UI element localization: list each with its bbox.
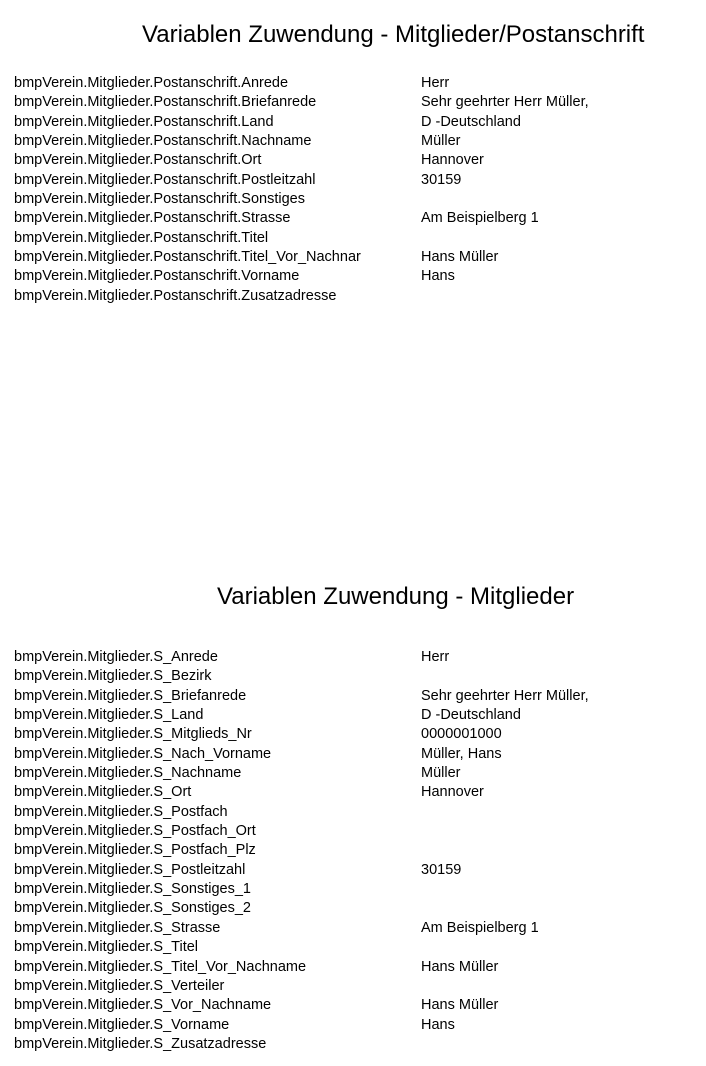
variable-value: Müller, Hans xyxy=(421,745,502,762)
variable-row xyxy=(14,938,694,957)
variable-name: bmpVerein.Mitglieder.Postanschrift.Strasse xyxy=(14,210,291,227)
variable-name: bmpVerein.Mitglieder.Postanschrift.Postleitzahl xyxy=(14,171,316,188)
variable-value: Sehr geehrter Herr Müller, xyxy=(421,687,589,704)
variable-value: Herr xyxy=(421,75,450,91)
variable-row xyxy=(14,190,694,209)
variable-value: D -Deutschland xyxy=(421,113,521,130)
variable-row xyxy=(14,93,694,112)
variable-name: bmpVerein.Mitglieder.S_Zusatzadresse xyxy=(14,1035,267,1052)
variable-value: Hans xyxy=(421,268,455,285)
variable-name: bmpVerein.Mitglieder.S_Titel_Vor_Nachname xyxy=(14,958,307,975)
variable-name: bmpVerein.Mitglieder.S_Postleitzahl xyxy=(14,861,246,878)
mitglieder-title: Variablen Zuwendung - Mitglieder xyxy=(217,583,575,610)
variable-name: bmpVerein.Mitglieder.S_Nach_Vorname xyxy=(14,745,272,762)
variable-name: bmpVerein.Mitglieder.S_Nachname xyxy=(14,765,242,782)
variable-value: Sehr geehrter Herr Müller, xyxy=(421,94,589,111)
variable-row xyxy=(14,113,694,132)
variable-row xyxy=(14,725,694,744)
variable-value: Hans Müller xyxy=(421,997,499,1014)
variable-value: Herr xyxy=(421,649,450,665)
variable-row xyxy=(14,958,694,977)
variable-row xyxy=(14,1035,694,1054)
variable-row xyxy=(14,132,694,151)
variable-row xyxy=(14,171,694,190)
variable-name: bmpVerein.Mitglieder.Postanschrift.Anrede xyxy=(14,75,289,91)
variable-name: bmpVerein.Mitglieder.Postanschrift.Vorname xyxy=(14,268,300,285)
postanschrift-variable-list xyxy=(14,74,694,306)
variable-name: bmpVerein.Mitglieder.Postanschrift.Nachname xyxy=(14,133,312,150)
variable-name: bmpVerein.Mitglieder.Postanschrift.Sonstiges xyxy=(14,191,305,208)
variable-name: bmpVerein.Mitglieder.Postanschrift.Titel_Vor_Nachnar xyxy=(14,249,361,266)
variable-name: bmpVerein.Mitglieder.S_Bezirk xyxy=(14,668,212,685)
variable-name: bmpVerein.Mitglieder.S_Ort xyxy=(14,784,192,801)
variable-row xyxy=(14,977,694,996)
variable-row xyxy=(14,209,694,228)
variable-name: bmpVerein.Mitglieder.S_Postfach_Plz xyxy=(14,842,256,859)
mitglieder-variable-list xyxy=(14,648,694,1054)
variable-value: Am Beispielberg 1 xyxy=(421,210,539,227)
variable-row xyxy=(14,745,694,764)
variable-name: bmpVerein.Mitglieder.S_Strasse xyxy=(14,919,221,936)
variable-name: bmpVerein.Mitglieder.Postanschrift.Briefanrede xyxy=(14,94,317,111)
variable-row xyxy=(14,880,694,899)
variable-name: bmpVerein.Mitglieder.S_Postfach xyxy=(14,803,228,820)
variable-name: bmpVerein.Mitglieder.S_Sonstiges_2 xyxy=(14,900,251,917)
variable-row xyxy=(14,803,694,822)
variable-value: Hans Müller xyxy=(421,249,499,266)
variable-row xyxy=(14,151,694,170)
variable-name: bmpVerein.Mitglieder.S_Vor_Nachname xyxy=(14,997,272,1014)
variable-name: bmpVerein.Mitglieder.S_Mitglieds_Nr xyxy=(14,726,252,743)
variable-row xyxy=(14,783,694,802)
variable-name: bmpVerein.Mitglieder.Postanschrift.Titel xyxy=(14,229,269,246)
variable-row xyxy=(14,229,694,248)
variable-name: bmpVerein.Mitglieder.Postanschrift.Zusatzadresse xyxy=(14,287,337,304)
variable-value: Hannover xyxy=(421,784,484,801)
variable-name: bmpVerein.Mitglieder.S_Titel xyxy=(14,939,199,956)
variable-name: bmpVerein.Mitglieder.S_Vorname xyxy=(14,1016,230,1033)
variable-value: Hannover xyxy=(421,152,484,169)
variable-value: Hans xyxy=(421,1016,455,1033)
variable-value: Hans Müller xyxy=(421,958,499,975)
variable-name: bmpVerein.Mitglieder.S_Sonstiges_1 xyxy=(14,881,251,898)
variable-value: Müller xyxy=(421,765,461,782)
variable-row xyxy=(14,899,694,918)
postanschrift-title: Variablen Zuwendung - Mitglieder/Postanschrift xyxy=(142,21,645,48)
variable-row xyxy=(14,267,694,286)
variable-row xyxy=(14,822,694,841)
variable-row xyxy=(14,1016,694,1035)
variable-row xyxy=(14,919,694,938)
variable-name: bmpVerein.Mitglieder.Postanschrift.Ort xyxy=(14,152,262,169)
variable-name: bmpVerein.Mitglieder.S_Land xyxy=(14,707,204,724)
variable-value: 30159 xyxy=(421,171,462,188)
variable-row xyxy=(14,687,694,706)
variable-name: bmpVerein.Mitglieder.S_Verteiler xyxy=(14,977,225,994)
variable-row xyxy=(14,248,694,267)
variable-name: bmpVerein.Mitglieder.S_Briefanrede xyxy=(14,687,247,704)
variable-row xyxy=(14,706,694,725)
variable-row xyxy=(14,841,694,860)
variable-row xyxy=(14,996,694,1015)
variable-row xyxy=(14,667,694,686)
variable-value: Am Beispielberg 1 xyxy=(421,919,539,936)
variable-value: Müller xyxy=(421,133,461,150)
variable-row xyxy=(14,861,694,880)
variable-name: bmpVerein.Mitglieder.S_Postfach_Ort xyxy=(14,823,256,840)
variable-name: bmpVerein.Mitglieder.Postanschrift.Land xyxy=(14,113,274,130)
variable-name: bmpVerein.Mitglieder.S_Anrede xyxy=(14,649,218,665)
variable-row xyxy=(14,648,694,667)
variable-row xyxy=(14,764,694,783)
variable-value: D -Deutschland xyxy=(421,707,521,724)
variable-row xyxy=(14,287,694,306)
variable-value: 30159 xyxy=(421,861,462,878)
variable-value: 0000001000 xyxy=(421,726,502,743)
variable-row xyxy=(14,74,694,93)
